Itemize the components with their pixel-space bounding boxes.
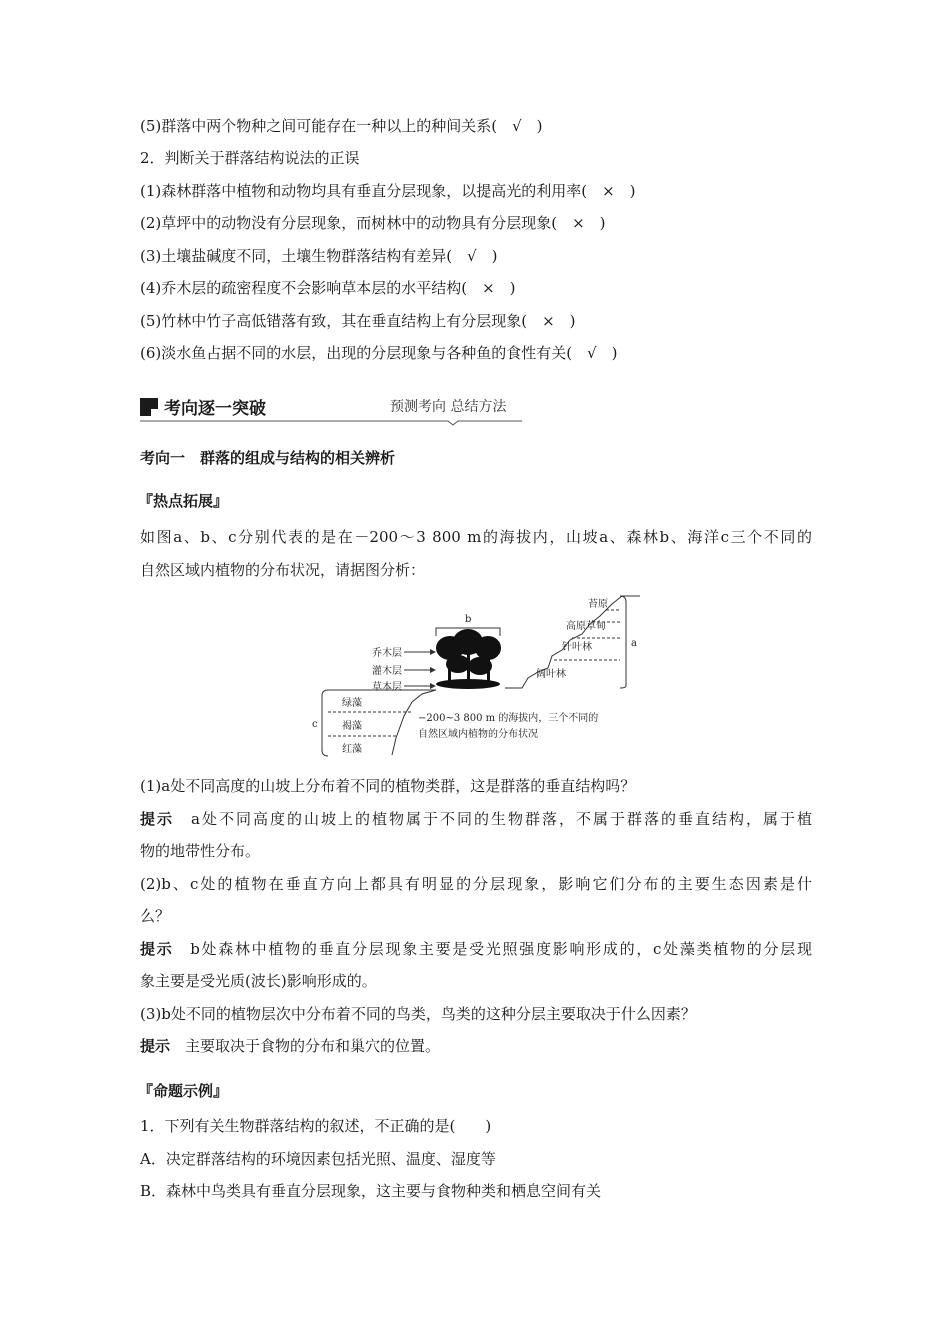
judgement-item: (5)竹林中竹子高低错落有致，其在垂直结构上有分层现象( × )	[140, 312, 576, 330]
layer-shrub: 灌木层	[372, 666, 402, 677]
question-1: (1)a处不同高度的山坡上分布着不同的植物类群，这是群落的垂直结构吗？	[140, 777, 636, 795]
hint-3	[140, 1036, 440, 1056]
topic-heading: 考向一 群落的组成与结构的相关辨析	[140, 449, 396, 467]
question-2: (2)b、c处的植物在垂直方向上都具有明显的分层现象，影响它们分布的主要生态因素是什	[140, 875, 812, 893]
zone-green-algae: 绿藻	[342, 698, 362, 709]
option-b: B．森林中鸟类具有垂直分层现象，这主要与食物种类和栖息空间有关	[140, 1182, 602, 1200]
section-title: 考向逐一突破	[164, 399, 266, 419]
left-bracket: 『	[138, 1082, 154, 1100]
example-title-block	[138, 1080, 228, 1101]
forest-trees	[436, 629, 501, 689]
right-bracket: 』	[213, 492, 229, 510]
label-a: a	[631, 638, 637, 649]
question-heading: 2．判断关于群落结构说法的正误	[140, 149, 360, 167]
option-a: A．决定群落结构的环境因素包括光照、温度、湿度等	[140, 1150, 496, 1168]
hot-title: 热点拓展	[153, 492, 214, 510]
layer-herb: 草本层	[372, 682, 402, 693]
example-title: 命题示例	[153, 1082, 214, 1100]
diagram-caption: 自然区域内植物的分布状况	[418, 729, 538, 740]
hint-1-cont: 物的地带性分布。	[140, 842, 261, 860]
layer-tree: 乔木层	[372, 648, 402, 659]
right-bracket: 』	[213, 1082, 229, 1100]
hint-text: 主要取决于食物的分布和巢穴的位置。	[185, 1037, 441, 1055]
intro-line: 自然区域内植物的分布状况，请据图分析：	[140, 561, 426, 579]
intro-line: 如图a、b、c分别代表的是在－200～3 800 m的海拔内，山坡a、森林b、海洋c三个不同的	[140, 528, 812, 546]
zone-brown-algae: 褐藻	[342, 721, 362, 732]
hint-2	[140, 939, 812, 959]
hint-label: 提示	[140, 810, 175, 828]
hint-2-cont: 象主要是受光质(波长)影响形成的。	[140, 972, 377, 990]
vegetation-distribution-diagram	[300, 590, 660, 760]
zone-coniferous: 针叶林	[562, 642, 592, 653]
judgement-item: (1)森林群落中植物和动物均具有垂直分层现象，以提高光的利用率( × )	[140, 182, 636, 200]
label-b: b	[465, 614, 472, 625]
hint-label: 提示	[140, 1037, 171, 1055]
judgement-item: (6)淡水鱼占据不同的水层，出现的分层现象与各种鱼的食性有关( √ )	[140, 344, 618, 362]
hot-title-block	[138, 490, 228, 511]
question-3: (3)b处不同的植物层次中分布着不同的鸟类，鸟类的这种分层主要取决于什么因素？	[140, 1005, 696, 1023]
section-banner	[140, 396, 522, 424]
hint-1	[140, 809, 812, 829]
section-underline	[140, 396, 522, 426]
judgement-item: (4)乔木层的疏密程度不会影响草本层的水平结构( × )	[140, 279, 516, 297]
section-subtitle: 预测考向 总结方法	[390, 399, 507, 415]
left-bracket: 『	[138, 492, 154, 510]
judgement-item: (2)草坪中的动物没有分层现象，而树林中的动物具有分层现象( × )	[140, 214, 606, 232]
zone-tundra: 苔原	[588, 599, 608, 610]
hint-text: a处不同高度的山坡上的植物属于不同的生物群落，不属于群落的垂直结构，属于植	[191, 810, 812, 828]
hint-text: b处森林中植物的垂直分层现象主要是受光照强度影响形成的，c处藻类植物的分层现	[190, 940, 812, 958]
zone-red-algae: 红藻	[342, 744, 362, 755]
hint-label: 提示	[140, 940, 174, 958]
judgement-item: (3)土壤盐碱度不同，土壤生物群落结构有差异( √ )	[140, 247, 498, 265]
zone-alpine-meadow: 高原草甸	[566, 621, 606, 632]
label-c: c	[312, 719, 318, 730]
question-2-cont: 么？	[140, 907, 171, 925]
judgement-item: (5)群落中两个物种之间可能存在一种以上的种间关系( √ )	[140, 117, 543, 135]
diagram-caption: −200~3 800 m 的海拔内，三个不同的	[418, 713, 599, 724]
example-question: 1．下列有关生物群落结构的叙述，不正确的是( )	[140, 1117, 492, 1135]
zone-broadleaf: 阔叶林	[536, 669, 566, 680]
